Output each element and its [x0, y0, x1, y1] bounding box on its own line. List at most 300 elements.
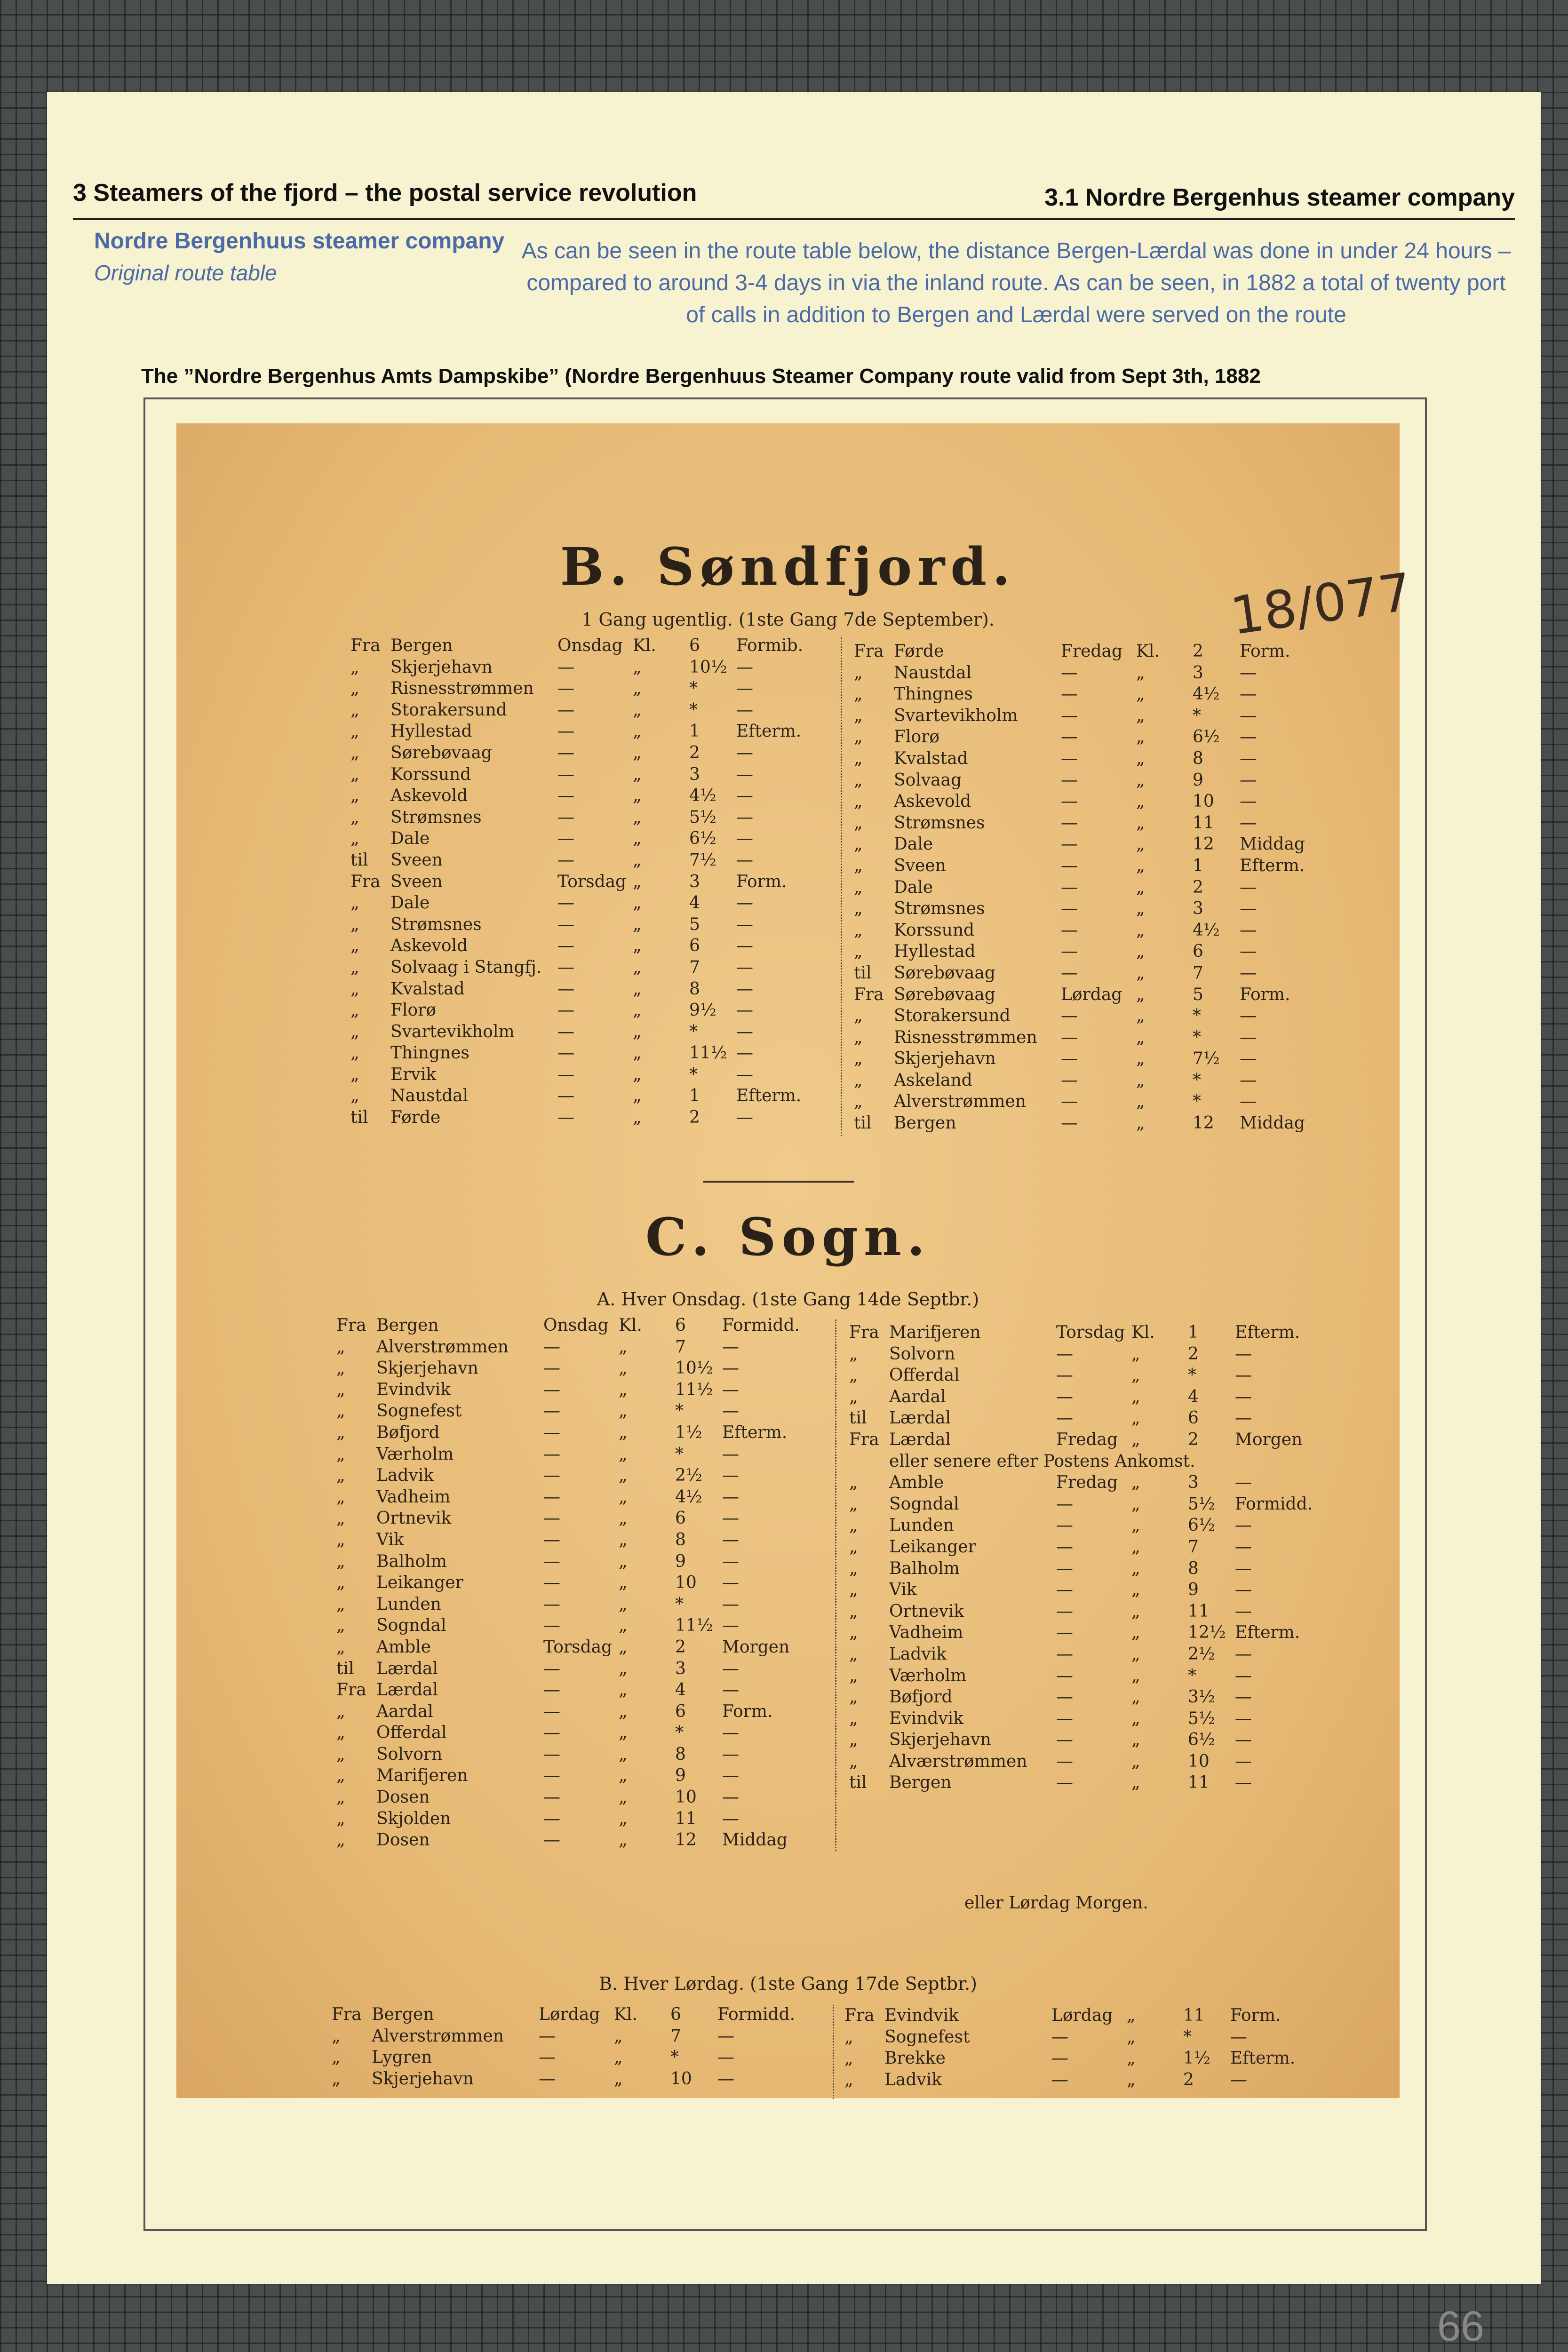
route-time: 6 [675, 1316, 686, 1335]
route-row [849, 1729, 1334, 1751]
route-daypart: — [1235, 1558, 1252, 1578]
route-prefix: „ [350, 936, 359, 956]
route-time: 8 [675, 1744, 686, 1764]
route-day: — [1056, 1644, 1073, 1664]
route-day: — [543, 1830, 560, 1850]
route-place: Svartevikholm [390, 1022, 515, 1041]
route-prefix: „ [350, 743, 359, 763]
route-prefix: „ [854, 770, 863, 790]
route-row [854, 898, 1324, 920]
route-time: 8 [675, 1530, 686, 1549]
route-time: 12 [1193, 834, 1214, 854]
route-prefix: „ [854, 920, 863, 940]
route-clock: „ [1136, 1027, 1145, 1047]
route-day: Lørdag [1051, 2006, 1113, 2025]
route-row [350, 657, 821, 678]
route-prefix: til [849, 1773, 867, 1793]
route-row [849, 1665, 1334, 1687]
route-prefix: Fra [332, 2005, 362, 2024]
route-daypart: — [722, 1788, 739, 1807]
route-row [336, 1765, 821, 1787]
route-day: — [543, 1530, 560, 1549]
route-place: Askevold [390, 936, 468, 956]
route-row [844, 2048, 1329, 2069]
route-clock: „ [1136, 663, 1145, 683]
route-clock: „ [1136, 706, 1145, 725]
route-row [336, 1465, 821, 1486]
route-day: — [1061, 1092, 1078, 1112]
route-row [844, 2069, 1329, 2091]
route-place: Ortnevik [376, 1509, 452, 1528]
route-daypart: — [722, 1594, 739, 1614]
route-row [849, 1407, 1334, 1429]
route-row [854, 791, 1324, 812]
route-prefix: „ [336, 1766, 345, 1786]
route-place: Skjolden [376, 1809, 451, 1828]
route-time: 6 [670, 2005, 681, 2024]
route-clock: „ [1131, 1580, 1140, 1600]
route-clock: „ [633, 657, 642, 677]
route-day: — [1061, 1070, 1078, 1090]
route-daypart: Form. [736, 872, 787, 891]
route-row [350, 721, 821, 742]
route-clock: „ [619, 1616, 628, 1636]
route-daypart: — [1240, 899, 1257, 919]
route-day: — [1056, 1580, 1073, 1600]
route-day: — [1056, 1730, 1073, 1750]
route-row [849, 1451, 1334, 1472]
route-place: Førde [390, 1108, 441, 1128]
route-row [854, 662, 1324, 684]
route-row [849, 1386, 1334, 1408]
route-day: Fredag [1056, 1430, 1118, 1449]
route-row [350, 785, 821, 807]
subtitle: Nordre Bergenhuus steamer company [94, 229, 505, 254]
route-time: 11 [675, 1809, 697, 1828]
route-time: * [675, 1594, 684, 1614]
route-row [849, 1322, 1334, 1343]
route-time: 11 [1183, 2006, 1205, 2025]
route-prefix: til [336, 1659, 354, 1678]
route-day: — [1061, 963, 1078, 983]
route-time: 10 [1188, 1751, 1210, 1771]
route-clock: „ [633, 764, 642, 784]
route-prefix: „ [844, 2049, 853, 2068]
route-time: 2½ [675, 1466, 702, 1486]
route-clock: „ [633, 936, 642, 956]
route-time: * [1193, 1070, 1201, 1090]
route-row [350, 935, 821, 957]
route-place: Førde [894, 642, 944, 661]
route-time: 2 [675, 1637, 686, 1657]
route-time: 4 [1188, 1387, 1199, 1406]
route-row [350, 1042, 821, 1064]
route-time: * [1188, 1666, 1196, 1685]
route-prefix: „ [350, 700, 359, 720]
route-place: Skjerjehavn [889, 1730, 991, 1750]
route-place: Sognefest [884, 2027, 970, 2047]
route-prefix: „ [854, 663, 863, 683]
route-day: — [543, 1359, 560, 1378]
route-prefix: Fra [854, 985, 884, 1004]
route-daypart: — [722, 1337, 739, 1357]
route-place: Bergen [894, 1113, 956, 1133]
route-place: Ladvik [376, 1466, 434, 1486]
route-prefix: „ [336, 1487, 345, 1507]
route-prefix: „ [350, 679, 359, 699]
route-prefix: „ [849, 1558, 858, 1578]
route-daypart: — [1240, 920, 1257, 940]
route-clock: „ [1127, 2049, 1136, 2068]
route-time: 7 [670, 2026, 681, 2046]
header-right: 3.1 Nordre Bergenhus steamer company [1044, 184, 1515, 211]
route-place: Ladvik [889, 1644, 947, 1664]
route-prefix: „ [849, 1537, 858, 1557]
route-day: Lørdag [539, 2005, 600, 2024]
route-daypart: — [717, 2048, 734, 2067]
route-day: Torsdag [557, 872, 627, 891]
route-daypart: — [1240, 813, 1257, 833]
route-place: Alverstrømmen [894, 1092, 1026, 1112]
route-row [350, 742, 821, 764]
route-clock: „ [619, 1509, 628, 1528]
route-place: Alverstrømmen [372, 2026, 504, 2046]
route-clock: „ [1136, 727, 1145, 747]
route-daypart: — [736, 1065, 753, 1084]
route-time: 1½ [675, 1422, 702, 1442]
route-daypart: — [1235, 1580, 1252, 1600]
route-row [849, 1708, 1334, 1730]
route-clock: „ [1131, 1494, 1140, 1514]
route-time: 2 [689, 743, 700, 763]
route-daypart: — [722, 1809, 739, 1828]
route-clock: „ [1136, 1006, 1145, 1026]
route-prefix: „ [350, 1022, 359, 1041]
route-daypart: — [736, 850, 753, 870]
route-place: Værholm [889, 1666, 967, 1685]
route-clock: „ [633, 1086, 642, 1106]
route-time: 6 [675, 1701, 686, 1721]
route-daypart: — [736, 914, 753, 934]
route-time: 6½ [689, 829, 716, 849]
route-daypart: — [1240, 942, 1257, 961]
route-time: * [1188, 1366, 1196, 1385]
route-day: — [543, 1701, 560, 1721]
route-clock: „ [1136, 834, 1145, 854]
column-bracket [833, 2005, 841, 2099]
route-prefix: „ [350, 722, 359, 741]
route-day: — [1056, 1601, 1073, 1621]
route-time: 7½ [689, 850, 716, 870]
route-prefix: „ [854, 877, 863, 897]
route-time: 6 [1193, 942, 1203, 961]
route-place: Florø [894, 727, 940, 747]
route-daypart: — [1235, 1730, 1252, 1750]
route-time: 1 [689, 722, 700, 741]
route-time: * [689, 1065, 698, 1084]
route-time: 3 [1188, 1473, 1199, 1493]
route-daypart: — [736, 893, 753, 913]
route-daypart: — [736, 786, 753, 806]
route-daypart: — [722, 1487, 739, 1507]
route-clock: „ [619, 1573, 628, 1593]
route-daypart: — [722, 1680, 739, 1700]
route-clock: „ [633, 1065, 642, 1084]
route-place: Solvaag i Stangfj. [390, 957, 542, 977]
route-clock: „ [619, 1422, 628, 1442]
route-clock: „ [1136, 942, 1145, 961]
route-day: — [543, 1616, 560, 1636]
route-time: 7 [1193, 963, 1203, 983]
route-place: Sveen [390, 850, 443, 870]
route-prefix: Fra [350, 872, 381, 891]
route-time: 7 [1188, 1537, 1199, 1557]
route-prefix: „ [849, 1516, 858, 1535]
route-prefix: „ [849, 1344, 858, 1364]
route-clock: „ [633, 829, 642, 849]
route-clock: „ [633, 1043, 642, 1063]
route-place: Evindvik [376, 1380, 451, 1399]
route-time: * [689, 679, 698, 699]
route-day: Onsdag [557, 636, 623, 655]
route-day: — [543, 1723, 560, 1743]
route-prefix: „ [854, 899, 863, 919]
route-place: Strømsnes [894, 899, 985, 919]
route-time: 2 [1188, 1344, 1199, 1364]
header-left: 3 Steamers of the fjord – the postal service revolution [73, 179, 697, 207]
route-daypart: Efterm. [1230, 2049, 1296, 2068]
route-daypart: — [722, 1380, 739, 1399]
route-day: — [543, 1422, 560, 1442]
route-time: 10 [675, 1788, 697, 1807]
section-c-title: C. Sogn. [645, 1207, 931, 1267]
route-daypart: Morgen [1235, 1430, 1303, 1449]
route-day: — [1061, 1027, 1078, 1047]
route-day: Onsdag [543, 1316, 609, 1335]
route-place: Korssund [390, 764, 471, 784]
route-place: Storakersund [894, 1006, 1011, 1026]
route-day: — [1061, 899, 1078, 919]
route-row [350, 850, 821, 871]
route-day: — [557, 1001, 574, 1020]
route-day: — [557, 764, 574, 784]
route-row [336, 1701, 821, 1723]
route-prefix: „ [336, 1401, 345, 1421]
route-row [350, 1107, 821, 1128]
route-time: 10½ [689, 657, 727, 677]
route-row [854, 770, 1324, 791]
route-row [350, 892, 821, 914]
route-clock: „ [633, 722, 642, 741]
route-day: — [557, 1022, 574, 1041]
route-place: Vik [376, 1530, 404, 1549]
route-daypart: — [722, 1551, 739, 1571]
route-day: — [557, 786, 574, 806]
route-clock: „ [1136, 985, 1145, 1004]
section-c-right-route [849, 1322, 1334, 1794]
route-prefix: „ [854, 1092, 863, 1112]
route-clock: „ [1131, 1537, 1140, 1557]
route-place: Aardal [889, 1387, 946, 1406]
route-prefix: „ [849, 1473, 858, 1493]
route-day: — [1061, 684, 1078, 704]
route-row [854, 984, 1324, 1006]
route-day: — [557, 722, 574, 741]
route-prefix: „ [854, 684, 863, 704]
route-row [854, 962, 1324, 984]
route-day: — [1056, 1537, 1073, 1557]
route-daypart: Efterm. [1235, 1323, 1300, 1342]
route-daypart: — [1235, 1773, 1252, 1793]
route-day: — [1056, 1687, 1073, 1707]
route-row [350, 699, 821, 721]
route-row [854, 705, 1324, 727]
route-clock: „ [619, 1744, 628, 1764]
route-place: Værholm [376, 1444, 454, 1464]
route-clock: „ [619, 1788, 628, 1807]
route-row [854, 812, 1324, 834]
route-place: Dale [894, 877, 933, 897]
route-day: — [1056, 1516, 1073, 1535]
route-day: — [1061, 834, 1078, 854]
section-b-right-route [854, 641, 1324, 1134]
route-row [849, 1494, 1334, 1515]
route-day: — [543, 1594, 560, 1614]
route-prefix: „ [336, 1380, 345, 1399]
route-time: 9 [1188, 1580, 1199, 1600]
route-prefix: „ [336, 1466, 345, 1486]
section-c-note-b: B. Hver Lørdag. (1ste Gang 17de Septbr.) [599, 1973, 977, 1994]
route-time: 1 [1188, 1323, 1199, 1342]
route-day: — [1061, 920, 1078, 940]
route-time: 2 [689, 1108, 700, 1128]
route-row [336, 1336, 821, 1358]
route-row [336, 1829, 821, 1851]
route-prefix: „ [332, 2026, 341, 2046]
route-row [350, 978, 821, 1000]
section-c-right-footer: eller Lørdag Morgen. [964, 1893, 1148, 1913]
route-place: Sveen [390, 872, 443, 891]
route-time: 2 [1193, 642, 1203, 661]
route-clock: „ [633, 700, 642, 720]
route-prefix: „ [336, 1551, 345, 1571]
route-prefix: „ [336, 1830, 345, 1850]
route-prefix: „ [849, 1366, 858, 1385]
route-row [849, 1751, 1334, 1772]
route-day: — [557, 936, 574, 956]
route-prefix: „ [854, 706, 863, 725]
route-prefix: „ [350, 1065, 359, 1084]
route-day: — [543, 1766, 560, 1786]
route-place: Dale [894, 834, 933, 854]
route-clock: „ [614, 2069, 623, 2089]
route-place: Leikanger [376, 1573, 463, 1593]
route-time: 11 [1188, 1601, 1210, 1621]
route-time: 12 [675, 1830, 697, 1850]
route-row [849, 1558, 1334, 1580]
route-place: Brekke [884, 2049, 946, 2068]
route-place: Lygren [372, 2048, 432, 2067]
route-place: Dale [390, 829, 430, 849]
route-day: — [1051, 2027, 1068, 2047]
route-clock: „ [619, 1401, 628, 1421]
route-daypart: Form. [1240, 642, 1290, 661]
route-prefix: „ [336, 1530, 345, 1549]
route-prefix: „ [844, 2070, 853, 2090]
route-prefix: „ [350, 657, 359, 677]
route-row [854, 877, 1324, 898]
route-clock: „ [633, 786, 642, 806]
route-row [350, 635, 821, 657]
route-day: — [557, 893, 574, 913]
route-daypart: — [1240, 792, 1257, 811]
route-row [336, 1594, 821, 1615]
route-day: — [543, 1509, 560, 1528]
route-daypart: Formib. [736, 636, 804, 655]
route-time: * [689, 1022, 698, 1041]
route-clock: „ [619, 1487, 628, 1507]
route-time: 4 [689, 893, 700, 913]
route-prefix: „ [849, 1751, 858, 1771]
route-prefix: Fra [336, 1680, 366, 1700]
route-day: — [557, 979, 574, 999]
route-daypart: — [736, 979, 753, 999]
route-row [336, 1422, 821, 1444]
route-row [854, 1048, 1324, 1070]
route-daypart: — [1240, 727, 1257, 747]
route-place: Amble [889, 1473, 944, 1493]
route-row [849, 1343, 1334, 1365]
route-prefix: til [350, 1108, 368, 1128]
route-day: — [539, 2048, 556, 2067]
route-row [350, 678, 821, 699]
route-daypart: Form. [1230, 2006, 1281, 2025]
route-row [336, 1486, 821, 1508]
route-clock: „ [619, 1444, 628, 1464]
route-place: Sørebøvaag [894, 985, 995, 1004]
route-time: 1 [689, 1086, 700, 1106]
route-day: — [1061, 1113, 1078, 1133]
route-row [854, 748, 1324, 770]
route-daypart: Middag [722, 1830, 788, 1850]
route-daypart: — [722, 1766, 739, 1786]
route-daypart: — [722, 1723, 739, 1743]
route-clock: „ [633, 679, 642, 699]
route-place: Evindvik [884, 2006, 959, 2025]
route-place: Ladvik [884, 2070, 942, 2090]
route-row [336, 1529, 821, 1551]
route-clock: „ [1131, 1773, 1140, 1793]
route-prefix: „ [849, 1644, 858, 1664]
route-time: * [670, 2048, 679, 2067]
route-place: Svartevikholm [894, 706, 1018, 725]
route-prefix: „ [336, 1594, 345, 1614]
route-clock: „ [619, 1766, 628, 1786]
route-day: — [1051, 2070, 1068, 2090]
route-daypart: — [1240, 1070, 1257, 1090]
route-daypart: — [1235, 1666, 1252, 1685]
route-day: — [543, 1659, 560, 1678]
route-day: — [543, 1809, 560, 1828]
route-clock: „ [619, 1723, 628, 1743]
route-row [350, 1064, 821, 1086]
route-prefix: Fra [849, 1323, 879, 1342]
route-day: — [557, 1043, 574, 1063]
route-time: 7 [689, 957, 700, 977]
route-place: Risnesstrømmen [390, 679, 534, 699]
route-place: Kvalstad [390, 979, 465, 999]
route-row [350, 1000, 821, 1021]
